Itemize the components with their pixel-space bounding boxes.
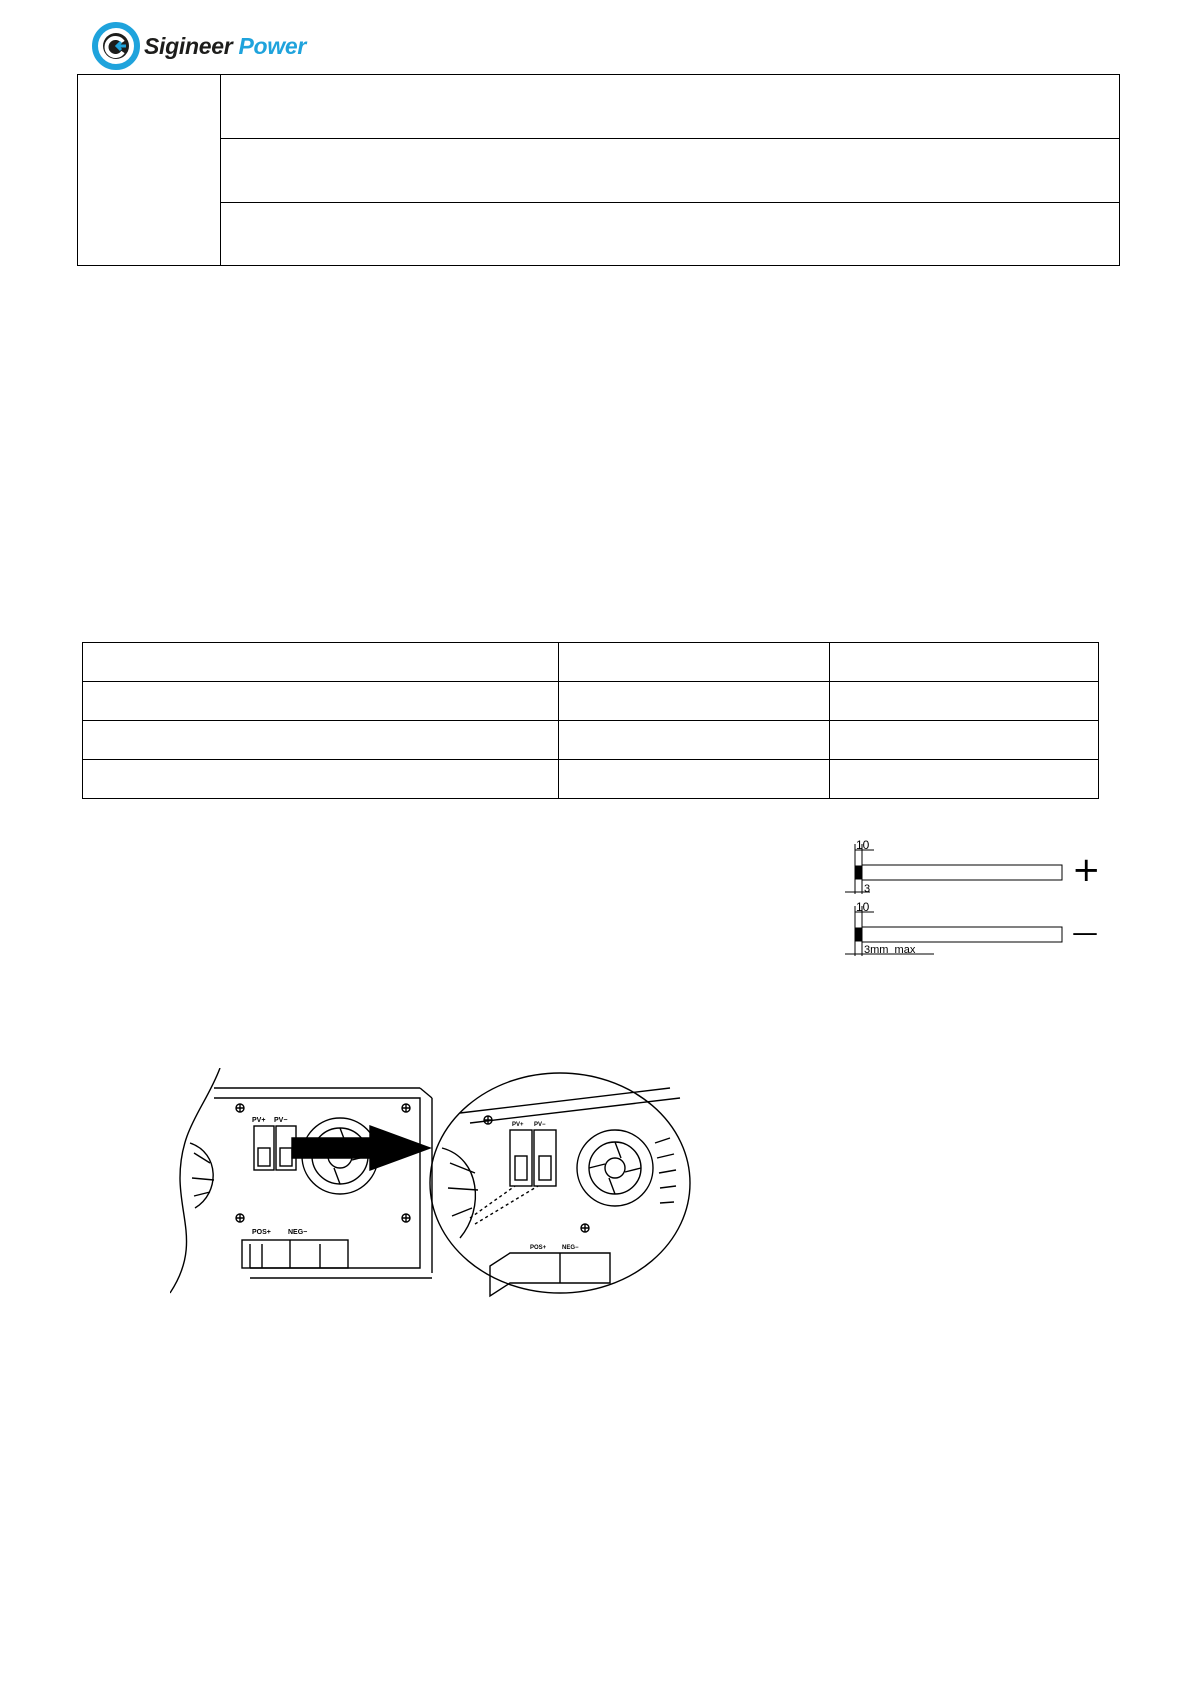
continuation-table — [77, 74, 1120, 266]
table-row-divider — [83, 720, 1098, 721]
positive-ring-width-label: 3 — [864, 883, 871, 895]
panel-outline — [214, 1098, 420, 1268]
positive-symbol: + — [1072, 850, 1100, 890]
positive-strip-length-label: 10 — [856, 838, 870, 852]
cable-strip-diagram — [840, 838, 1100, 958]
zoom-pv-pos-label: PV+ — [512, 1122, 524, 1128]
zoom-pv-neg-label: PV− — [534, 1122, 546, 1128]
table-row-divider — [83, 759, 1098, 760]
neg-label: NEG− — [288, 1229, 308, 1236]
table-row-divider — [83, 681, 1098, 682]
logo-word-power: Power — [238, 32, 306, 59]
inverter-pv-terminal-figure — [170, 1068, 725, 1298]
table-col-divider — [558, 643, 559, 798]
zoom-pos-label: POS+ — [530, 1245, 547, 1251]
negative-strip-length-label: 10 — [856, 900, 870, 914]
table-row-divider-1 — [221, 138, 1119, 139]
negative-symbol: — — [1072, 918, 1098, 948]
logo-word-sigineer: Sigineer — [144, 32, 233, 59]
pos-label: POS+ — [252, 1229, 271, 1236]
logo-mark-icon — [92, 22, 140, 70]
table-col-divider — [829, 643, 830, 798]
table-label-cell — [78, 75, 221, 265]
zoom-neg-label: NEG− — [562, 1245, 579, 1251]
table-row-divider-2 — [221, 202, 1119, 203]
pv-neg-label: PV− — [274, 1117, 288, 1124]
pv-pos-label: PV+ — [252, 1117, 266, 1124]
cable-spec-table — [82, 642, 1099, 799]
negative-ring-width-label: 3mm max — [864, 944, 916, 956]
positive-cable — [845, 844, 1062, 894]
company-logo — [92, 20, 306, 72]
logo-wordmark — [144, 33, 306, 60]
